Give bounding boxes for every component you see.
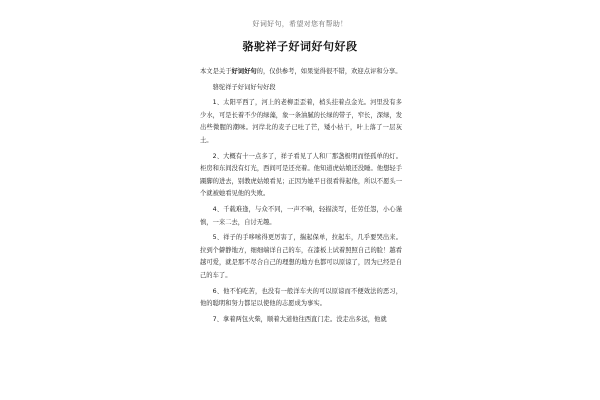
paragraph-6: 6、他不怕吃苦，也没有一般洋车夫的可以原谅而不便效法的恶习，他的聪明和努力都足以使他的志愿成为事实。 [200, 287, 402, 308]
intro-paragraph [200, 66, 402, 79]
document-body [200, 66, 402, 329]
header-note: 好词好句，希望对您有帮助！ [252, 20, 348, 28]
section-heading: 骆驼祥子好词好句好段 [212, 83, 276, 91]
paragraph-7: 7、拿着两包火柴，顺着大道他往西直门走。没走出多远，他就 [212, 315, 387, 323]
document-title: 骆驼祥子好词好句好段 [242, 40, 358, 53]
intro-keyword-link[interactable]: 好词好句 [231, 68, 257, 75]
intro-suffix: 的，仅供参考，如果觉得很不错，欢迎点评和分享。 [256, 68, 402, 75]
intro-prefix: 本文是关于 [200, 68, 232, 75]
paragraph-5: 5、祥子的手哆嗦得更厉害了，揣起保单，拉起车，几乎要哭出来。拉到个僻静地方，细细端详自己的车，在漆板上试着照照自己的脸！越看越可爱，就是那不尽合自己的理想的地方也都可以原谅了，因为已经是自己的车了。 [200, 234, 402, 279]
paragraph-1: 1、太阳平西了，河上的老柳歪歪着，梢头挂着点金光。河里没有多少水，可是长着不少的绿藻，象一条油腻的长绿的带子，窄长，深绿，发出些微腥的潮味。河岸北的麦子已吐了芒，矮小枯干，叶上落了一层灰土。 [200, 99, 402, 144]
paragraph-4: 4、千载难逢，与众不同，一声不响，轻描淡写，任劳任怨，小心谨慎，一来二去，自讨无趣。 [200, 205, 402, 226]
paragraph-2: 2、大概有十一点多了，祥子看见了人和厂那盏极明而怪孤单的灯。柜房和东间没有灯光，西间可是还亮着。他知道虎姑娘还没睡。他想轻手蹑脚的进去，别教虎姑娘看见；正因为她平日很看得起他，所以不愿头一个就被她看见他的失败。 [200, 152, 402, 198]
